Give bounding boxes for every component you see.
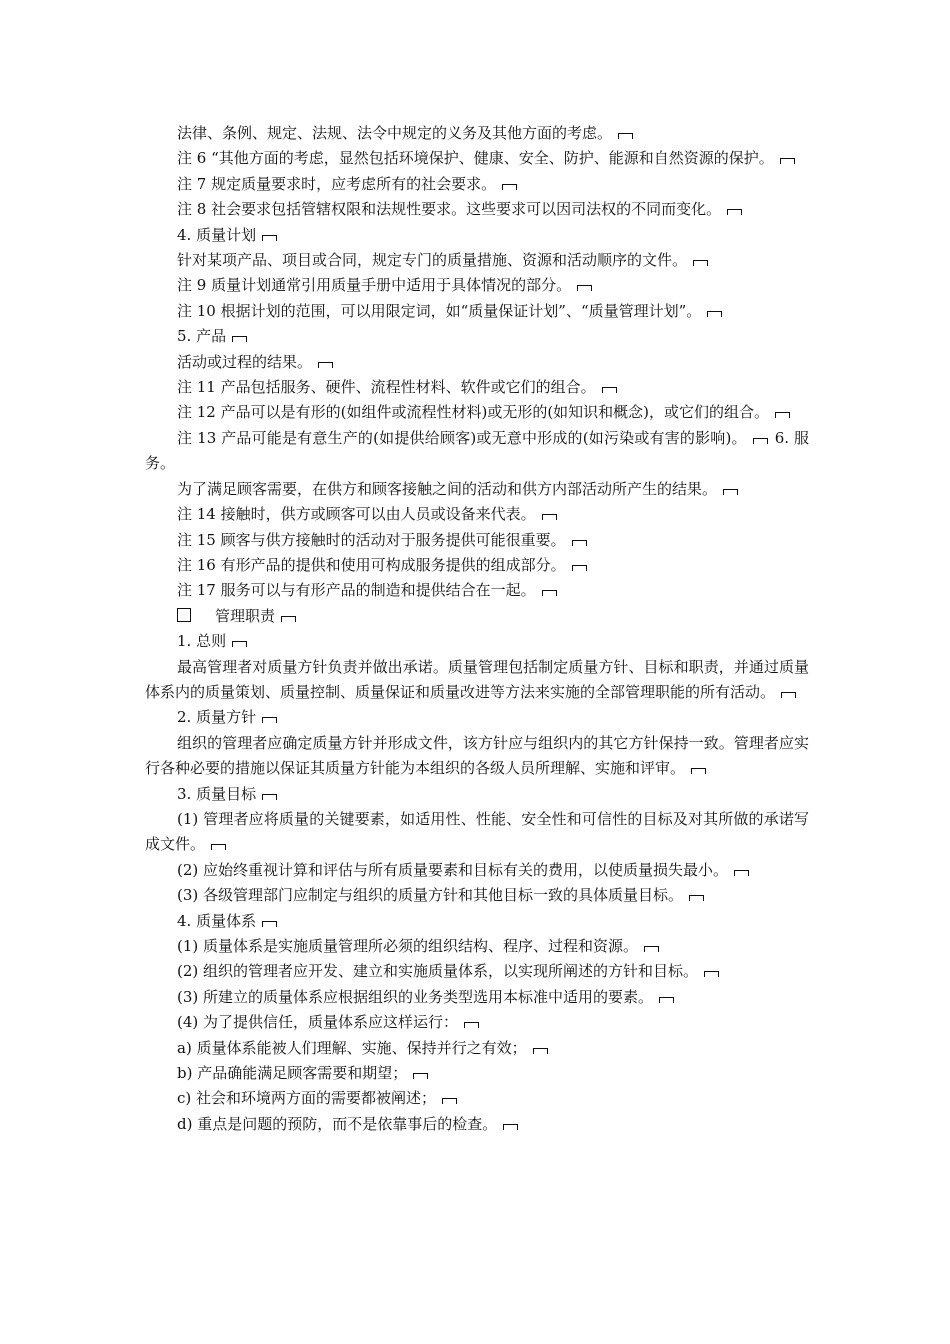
section-heading: 5. 产品 xyxy=(145,324,809,349)
paragraph: (2) 应始终重视计算和评估与所有质量要素和目标有关的费用，以使质量损失最小。 xyxy=(145,858,809,883)
paragraph: 注 17 服务可以与有形产品的制造和提供结合在一起。 xyxy=(145,578,809,603)
paragraph-mark-icon xyxy=(659,994,676,1004)
paragraph-mark-icon xyxy=(262,232,279,242)
paragraph: 注 7 规定质量要求时，应考虑所有的社会要求。 xyxy=(145,172,809,197)
list-item: c) 社会和环境两方面的需要都被阐述； xyxy=(145,1086,809,1111)
paragraph-mark-icon xyxy=(232,333,249,343)
paragraph: (4) 为了提供信任，质量体系应这样运行： xyxy=(145,1010,809,1035)
paragraph-mark-icon xyxy=(542,587,559,597)
paragraph-mark-icon xyxy=(691,765,708,775)
paragraph-mark-icon xyxy=(533,1045,550,1055)
paragraph-mark-icon xyxy=(413,1070,430,1080)
paragraph-mark-icon xyxy=(572,562,589,572)
square-bullet-icon xyxy=(177,608,191,622)
paragraph-mark-icon xyxy=(775,409,792,419)
paragraph: 注 6 “其他方面的考虑，显然包括环境保护、健康、安全、防护、能源和自然资源的保护。 xyxy=(145,146,809,171)
paragraph-mark-icon xyxy=(442,1095,459,1105)
paragraph: 注 15 顾客与供方接触时的活动对于服务提供可能很重要。 xyxy=(145,528,809,553)
paragraph-mark-icon xyxy=(572,537,589,547)
list-item: a) 质量体系能被人们理解、实施、保持并行之有效； xyxy=(145,1036,809,1061)
paragraph: (3) 各级管理部门应制定与组织的质量方针和其他目标一致的具体质量目标。 xyxy=(145,883,809,908)
paragraph-mark-icon xyxy=(727,206,744,216)
paragraph-mark-icon xyxy=(281,613,298,623)
paragraph-mark-icon xyxy=(262,791,279,801)
paragraph: (2) 组织的管理者应开发、建立和实施质量体系，以实现所阐述的方针和目标。 xyxy=(145,959,809,984)
paragraph: 组织的管理者应确定质量方针并形成文件，该方针应与组织内的其它方针保持一致。管理者应实行各种必要的措施以保证其质量方针能为本组织的各级人员所理解、实施和评审。 xyxy=(145,733,809,778)
paragraph-mark-icon xyxy=(232,638,249,648)
paragraph: 针对某项产品、项目或合同，规定专门的质量措施、资源和活动顺序的文件。 xyxy=(145,248,809,273)
paragraph-mark-icon xyxy=(753,435,770,445)
paragraph-mark-icon xyxy=(723,486,740,496)
paragraph-mark-icon xyxy=(602,384,619,394)
paragraph-mark-icon xyxy=(644,943,661,953)
paragraph: 注 13 产品可能是有意生产的(如提供给顾客)或无意中形成的(如污染或有害的影响)。 6. 服务。 xyxy=(145,428,809,473)
paragraph: (1) 管理者应将质量的关键要素，如适用性、性能、安全性和可信性的目标及对其所做的承诺写成文件。 xyxy=(145,809,809,854)
paragraph-mark-icon xyxy=(503,1121,520,1131)
paragraph-mark-icon xyxy=(707,308,724,318)
document-body xyxy=(145,121,809,1137)
section-heading: 1. 总则 xyxy=(145,629,809,654)
paragraph-mark-icon xyxy=(618,130,635,140)
list-item: d) 重点是问题的预防，而不是依靠事后的检查。 xyxy=(145,1112,809,1137)
paragraph-mark-icon xyxy=(211,841,228,851)
paragraph-mark-icon xyxy=(502,181,519,191)
paragraph-mark-icon xyxy=(542,511,559,521)
paragraph: 注 9 质量计划通常引用质量手册中适用于具体情况的部分。 xyxy=(145,273,809,298)
paragraph-mark-icon xyxy=(704,968,721,978)
paragraph-mark-icon xyxy=(262,714,279,724)
paragraph: 活动或过程的结果。 xyxy=(145,350,809,375)
paragraph: 注 14 接触时，供方或顾客可以由人员或设备来代表。 xyxy=(145,502,809,527)
paragraph-mark-icon xyxy=(464,1019,481,1029)
section-heading: 4. 质量计划 xyxy=(145,223,809,248)
paragraph-mark-icon xyxy=(577,282,594,292)
section-heading-inline: 6. 服务。 xyxy=(145,428,809,473)
chapter-heading: 管理职责 xyxy=(145,604,809,629)
paragraph: 注 10 根据计划的范围，可以用限定词，如“质量保证计划”、“质量管理计划”。 xyxy=(145,299,809,324)
paragraph-mark-icon xyxy=(780,155,797,165)
section-heading: 3. 质量目标 xyxy=(145,782,809,807)
paragraph: 法律、条例、规定、法规、法令中规定的义务及其他方面的考虑。 xyxy=(145,121,809,146)
paragraph: 注 16 有形产品的提供和使用可构成服务提供的组成部分。 xyxy=(145,553,809,578)
paragraph: 最高管理者对质量方针负责并做出承诺。质量管理包括制定质量方针、目标和职责，并通过质量体系内的质量策划、质量控制、质量保证和质量改进等方法来实施的全部管理职能的所有活动。 xyxy=(145,657,809,701)
paragraph: 为了满足顾客需要，在供方和顾客接触之间的活动和供方内部活动所产生的结果。 xyxy=(145,477,809,502)
paragraph-mark-icon xyxy=(689,892,706,902)
section-heading: 4. 质量体系 xyxy=(145,909,809,934)
paragraph-mark-icon xyxy=(734,867,751,877)
section-heading: 2. 质量方针 xyxy=(145,705,809,730)
paragraph-mark-icon xyxy=(781,689,798,699)
paragraph: 注 8 社会要求包括管辖权限和法规性要求。这些要求可以因司法权的不同而变化。 xyxy=(145,197,809,222)
paragraph-mark-icon xyxy=(262,918,279,928)
paragraph: (3) 所建立的质量体系应根据组织的业务类型选用本标准中适用的要素。 xyxy=(145,985,809,1010)
paragraph: 注 11 产品包括服务、硬件、流程性材料、软件或它们的组合。 xyxy=(145,375,809,400)
paragraph: 注 12 产品可以是有形的(如组件或流程性材料)或无形的(如知识和概念)，或它们的组合。 xyxy=(145,400,809,425)
paragraph-mark-icon xyxy=(318,359,335,369)
list-item: b) 产品确能满足顾客需要和期望； xyxy=(145,1061,809,1086)
paragraph: (1) 质量体系是实施质量管理所必须的组织结构、程序、过程和资源。 xyxy=(145,934,809,959)
paragraph-mark-icon xyxy=(693,257,710,267)
